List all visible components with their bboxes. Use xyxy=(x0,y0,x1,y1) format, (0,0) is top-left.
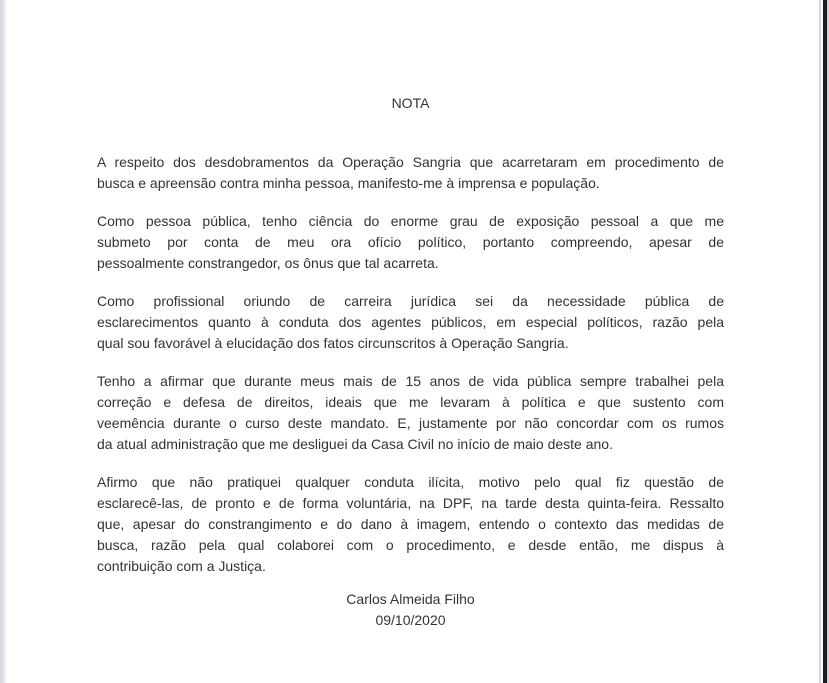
paragraph-line: Como profissional oriundo de carreira jurídica sei da necessidade pública de xyxy=(97,293,724,309)
paragraph-line: pessoalmente constrangedor, os ônus que tal acarreta. xyxy=(97,255,439,271)
document-page xyxy=(97,93,724,631)
paragraph-line: qual sou favorável à elucidação dos fatos circunscritos à Operação Sangria. xyxy=(97,335,569,351)
paragraph xyxy=(97,211,724,274)
paragraph xyxy=(97,371,724,455)
right-page-edge-line xyxy=(819,0,821,683)
signature-date: 09/10/2020 xyxy=(375,612,446,628)
paragraph-line: Como pessoa pública, tenho ciência do enorme grau de exposição pessoal a que me xyxy=(97,213,724,229)
paragraph-line: Tenho a afirmar que durante meus mais de 15 anos de vida pública sempre trabalhei pela xyxy=(97,373,724,389)
document-body xyxy=(97,152,724,577)
paragraph-line: contribuição com a Justiça. xyxy=(97,558,266,574)
paragraph-line: veemência durante o curso deste mandato. E, justamente por não concordar com os rumos xyxy=(97,415,724,431)
paragraph xyxy=(97,472,724,577)
paragraph xyxy=(97,152,724,194)
paragraph-line: A respeito dos desdobramentos da Operação Sangria que acarretaram em procedimento de xyxy=(97,154,724,170)
paragraph-line: Afirmo que não pratiquei qualquer conduta ilícita, motivo pelo qual fiz questão de xyxy=(97,474,724,490)
left-page-edge-shadow xyxy=(0,0,6,683)
paragraph-line: busca, razão pela qual colaborei com o procedimento, e desde então, me dispus à xyxy=(97,537,724,553)
paragraph-line: esclarecê-las, de pronto e de forma voluntária, na DPF, na tarde desta quinta-feira. Ressalto xyxy=(97,495,724,511)
paragraph-line: que, apesar do constrangimento e do dano à imagem, entendo o contexto das medidas de xyxy=(97,516,724,532)
signature-name: Carlos Almeida Filho xyxy=(346,591,475,607)
paragraph-line: submeto por conta de meu ora ofício político, portanto compreendo, apesar de xyxy=(97,234,724,250)
paragraph-line: correção e defesa de direitos, ideais que me levaram à política e que sustento com xyxy=(97,394,724,410)
paragraph-line: busca e apreensão contra minha pessoa, manifesto-me à imprensa e população. xyxy=(97,175,600,191)
paragraph-line: da atual administração que me desliguei da Casa Civil no início de maio deste ano. xyxy=(97,436,613,452)
document-title: NOTA xyxy=(391,95,430,111)
paragraph xyxy=(97,291,724,354)
paragraph-line: esclarecimentos quanto à conduta dos agentes públicos, em especial políticos, razão pela xyxy=(97,314,724,330)
signature-block xyxy=(97,589,724,631)
